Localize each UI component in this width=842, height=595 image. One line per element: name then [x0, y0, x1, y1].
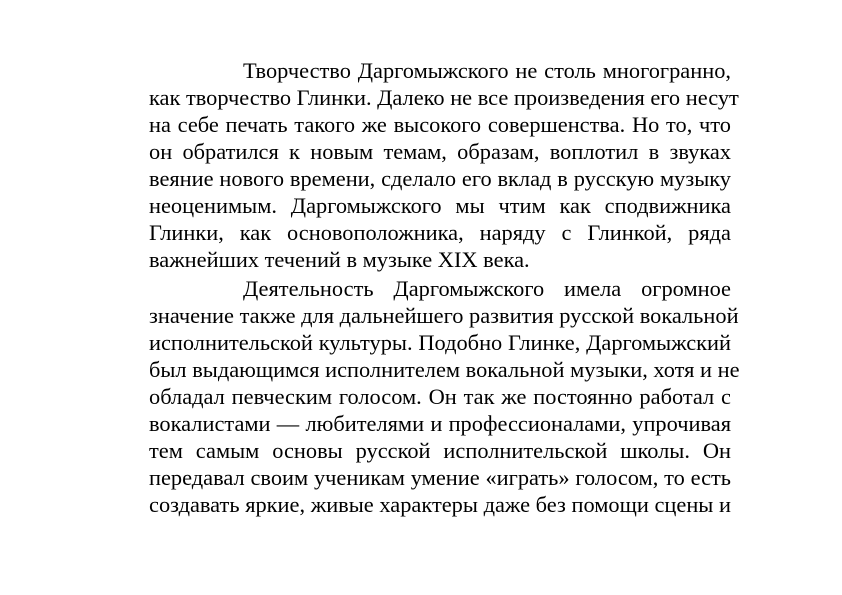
text-line: Деятельность Даргомыжского имела огромное — [243, 276, 731, 301]
text-line: на себе печать такого же высокого совершенства. Но то, что — [149, 112, 731, 137]
text-line: важнейших течений в музыке XIX века. — [149, 247, 530, 272]
text-line: Глинки, как основоположника, наряду с Глинкой, ряда — [149, 220, 731, 245]
text-line: исполнительской культуры. Подобно Глинке, Даргомыжский — [149, 330, 731, 355]
text-line: неоценимым. Даргомыжского мы чтим как сподвижника — [149, 193, 731, 218]
paragraph-2 — [149, 275, 740, 518]
text-line: он обратился к новым темам, образам, воплотил в звуках — [149, 139, 731, 164]
text-line: передавал своим ученикам умение «играть» голосом, то есть — [149, 465, 731, 490]
text-line: Творчество Даргомыжского не столь многогранно, — [243, 58, 731, 83]
text-line: вокалистами — любителями и профессионалами, упрочивая — [149, 411, 731, 436]
text-line: значение также для дальнейшего развития русской вокальной — [149, 303, 739, 328]
text-line: тем самым основы русской исполнительской школы. Он — [149, 438, 731, 463]
text-line: был выдающимся исполнителем вокальной музыки, хотя и не — [149, 357, 740, 382]
document-text — [149, 57, 740, 518]
text-line: обладал певческим голосом. Он так же постоянно работал с — [149, 384, 731, 409]
text-line: веяние нового времени, сделало его вклад в русскую музыку — [149, 166, 731, 191]
text-line: как творчество Глинки. Далеко не все произведения его несут — [149, 85, 739, 110]
text-line: создавать яркие, живые характеры даже без помощи сцены и — [149, 492, 731, 517]
paragraph-1 — [149, 57, 739, 273]
